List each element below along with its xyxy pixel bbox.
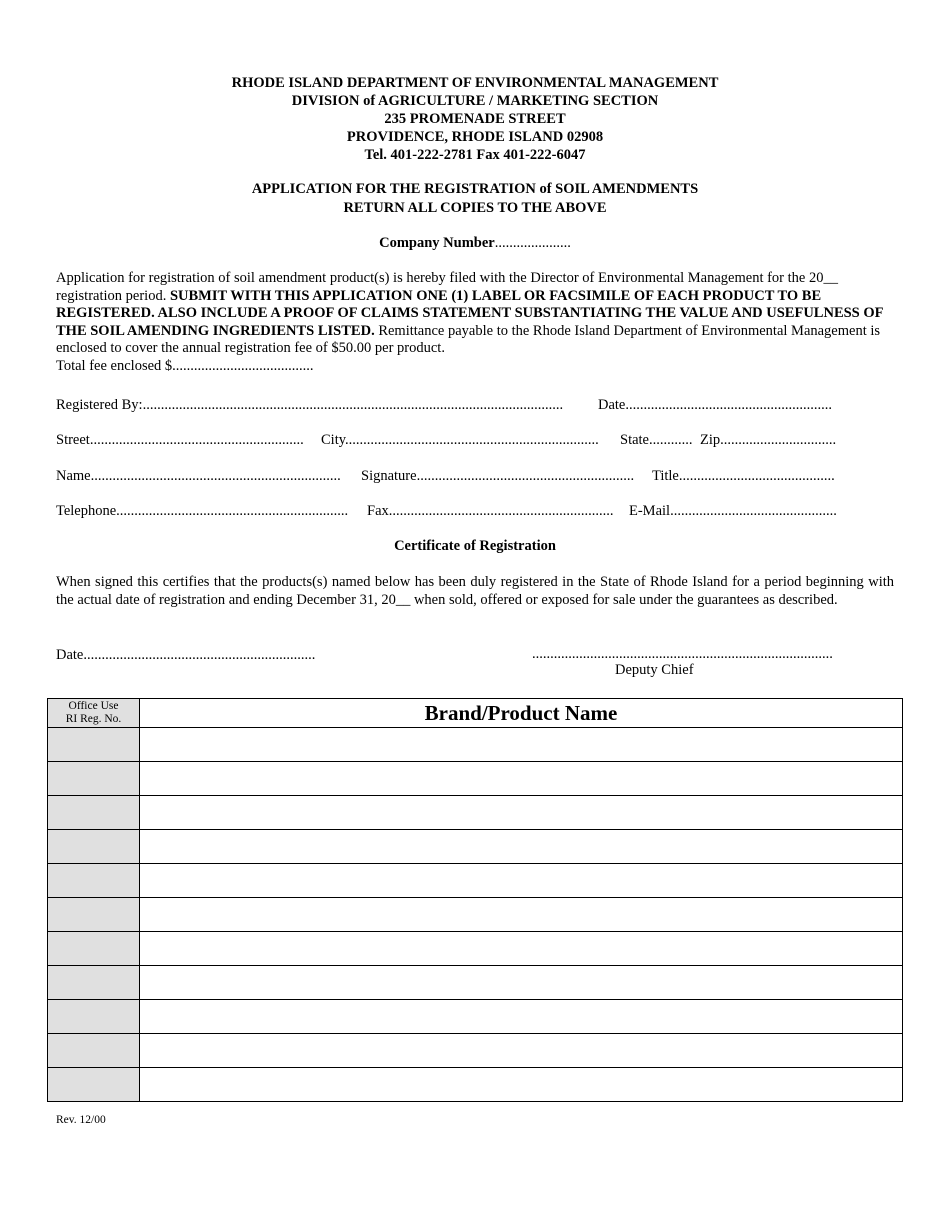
deputy-chief-signature-line[interactable]: ................................................................................... [532,646,833,662]
form-title [0,180,950,218]
brand-name-cell[interactable] [140,864,903,898]
brand-name-cell[interactable] [140,1034,903,1068]
table-row [48,1034,903,1068]
state-field[interactable]: State............ [620,432,693,448]
table-row [48,864,903,898]
signature-field[interactable]: Signature............................................................ [361,468,635,484]
certificate-title: Certificate of Registration [394,538,556,554]
brand-name-cell[interactable] [140,796,903,830]
total-fee-field[interactable]: Total fee enclosed $....................................... [56,357,314,374]
header-line: RHODE ISLAND DEPARTMENT OF ENVIRONMENTAL MANAGEMENT [231,75,719,91]
header-line: Tel. 401-222-2781 Fax 401-222-6047 [364,147,586,163]
table-row [48,966,903,1000]
form-title-line2: RETURN ALL COPIES TO THE ABOVE [343,200,607,216]
registered-by-field[interactable]: Registered By:.................................................................................................................... [56,397,564,413]
brand-name-cell[interactable] [140,966,903,1000]
reg-no-cell [48,898,140,932]
brand-name-cell[interactable] [140,762,903,796]
certificate-text: When signed this certifies that the products(s) named below has been duly registered in the State of Rhode Island for a period beginning with the actual date of registration and ending December 31, 20__ when sold, offered or exposed for sale under the guarantees as described. [56,574,894,608]
reg-no-cell [48,796,140,830]
table-row [48,1068,903,1102]
brand-name-cell[interactable] [140,728,903,762]
city-field[interactable]: City...................................................................... [321,432,599,448]
company-number-dots[interactable]: ..................... [494,235,571,251]
office-use-header-line2: RI Reg. No. [65,713,122,725]
table-row [48,1000,903,1034]
reg-no-cell [48,864,140,898]
reg-no-cell [48,762,140,796]
table-row [48,728,903,762]
intro-paragraph [56,270,896,376]
intro-text-1: Application for registration of soil amendment product(s) is hereby filed with the Director of Environmental Management for the 20__ registration period. [56,270,838,304]
brand-name-cell[interactable] [140,932,903,966]
reg-no-cell [48,932,140,966]
title-field[interactable]: Title........................................... [652,468,835,484]
header-line: 235 PROMENADE STREET [384,111,566,127]
reg-no-cell [48,1000,140,1034]
telephone-field[interactable]: Telephone................................................................ [56,503,349,519]
header-line: DIVISION of AGRICULTURE / MARKETING SECTION [291,93,659,109]
intro-bold-text: SUBMIT WITH THIS APPLICATION ONE (1) LABEL OR FACSIMILE OF EACH PRODUCT TO BE REGISTERED. ALSO INCLUDE A PROOF OF CLAIMS STATEMENT SUBSTANTIATING THE VALUE AND USEFULNESS OF THE SOIL AMENDING INGREDIENTS LISTED. [56,287,883,339]
revision-label: Rev. 12/00 [56,1114,106,1126]
office-use-header [48,699,140,728]
intro-text-2: Remittance payable to the Rhode Island Department of Environmental Management is enclosed to cover the annual registration fee of $50.00 per product. [56,322,881,357]
table-row [48,830,903,864]
table-row [48,762,903,796]
reg-no-cell [48,966,140,1000]
company-number-label: Company Number [379,235,495,251]
brand-product-name-header: Brand/Product Name [140,699,903,728]
form-title-line1: APPLICATION FOR THE REGISTRATION of SOIL AMENDMENTS [251,181,699,197]
brand-name-cell[interactable] [140,1068,903,1102]
zip-field[interactable]: Zip................................ [700,432,837,448]
reg-no-cell [48,830,140,864]
company-number-field[interactable] [0,234,950,252]
header-line: PROVIDENCE, RHODE ISLAND 02908 [346,129,604,145]
brand-name-cell[interactable] [140,898,903,932]
table-row [48,932,903,966]
brand-name-cell[interactable] [140,830,903,864]
brand-name-cell[interactable] [140,1000,903,1034]
email-field[interactable]: E-Mail.............................................. [629,503,837,519]
name-field[interactable]: Name..................................................................... [56,468,341,484]
reg-no-cell [48,1068,140,1102]
reg-no-cell [48,728,140,762]
reg-no-cell [48,1034,140,1068]
office-use-header-line1: Office Use [68,700,119,712]
table-row [48,796,903,830]
agency-header [0,74,950,164]
table-row [48,898,903,932]
certificate-date-field[interactable]: Date................................................................ [56,647,316,663]
table-header-row [48,699,903,728]
deputy-chief-label: Deputy Chief [615,662,694,678]
date-field[interactable]: Date......................................................... [598,397,832,413]
products-table [47,698,903,1102]
fax-field[interactable]: Fax.............................................................. [367,503,614,519]
street-field[interactable]: Street........................................................... [56,432,304,448]
